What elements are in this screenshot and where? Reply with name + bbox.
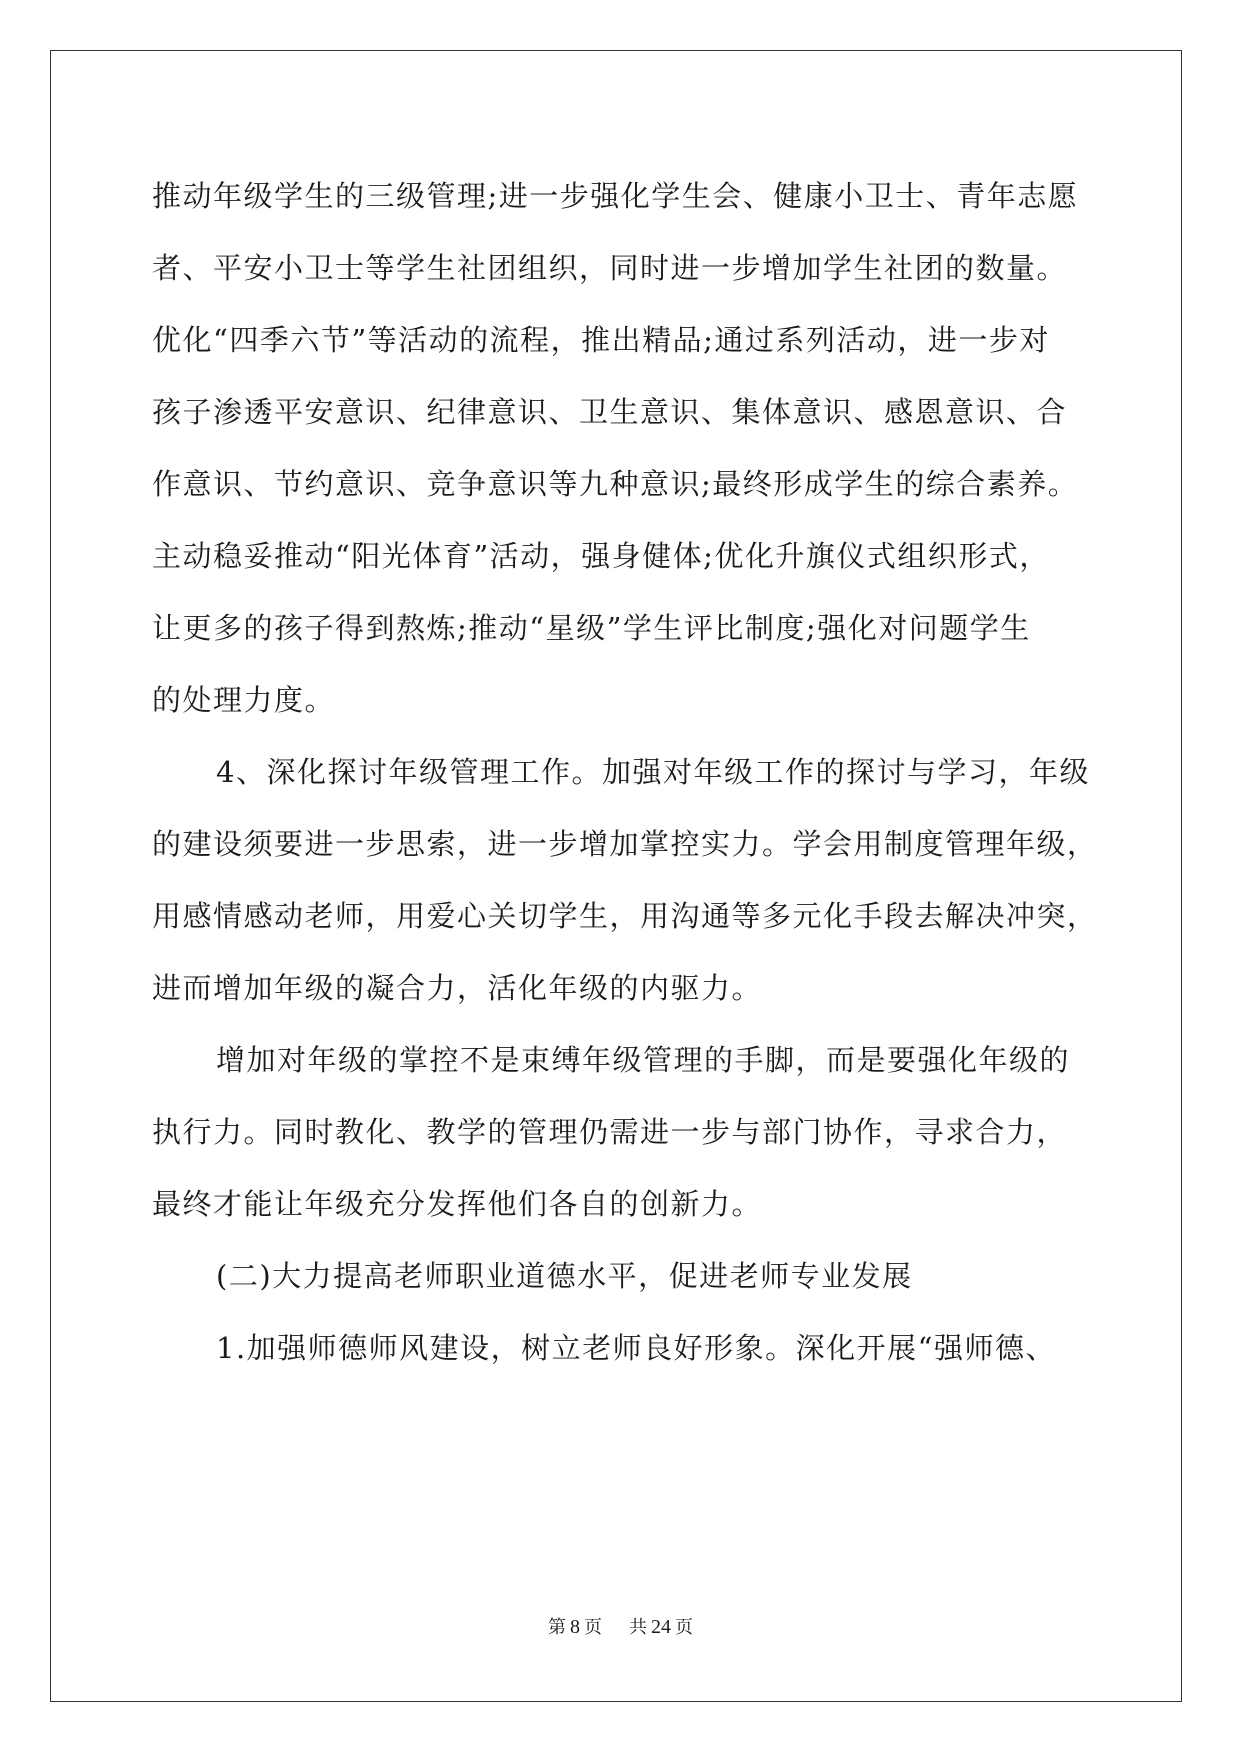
text-line: 让更多的孩子得到熬炼;推动“星级”学生评比制度;强化对问题学生	[152, 611, 1031, 645]
text-line: 者、平安小卫士等学生社团组织，同时进一步增加学生社团的数量。	[152, 251, 1068, 285]
page-suffix: 页	[584, 1617, 603, 1638]
page-footer	[0, 1613, 1241, 1639]
text-line: 的处理力度。	[152, 683, 336, 717]
text-line: 最终才能让年级充分发挥他们各自的创新力。	[152, 1187, 763, 1221]
page-prefix: 第	[548, 1617, 567, 1638]
text-line: 推动年级学生的三级管理;进一步强化学生会、健康小卫士、青年志愿	[152, 179, 1079, 213]
text-line: 进而增加年级的凝合力，活化年级的内驱力。	[152, 971, 763, 1005]
text-line: 孩子渗透平安意识、纪律意识、卫生意识、集体意识、感恩意识、合	[152, 395, 1068, 429]
text-line: 主动稳妥推动“阳光体育”活动，强身健体;优化升旗仪式组织形式，	[152, 539, 1050, 573]
section-heading: (二)大力提高老师职业道德水平，促进老师专业发展	[216, 1259, 913, 1293]
text-line: 的建设须要进一步思索，进一步增加掌控实力。学会用制度管理年级，	[152, 827, 1098, 861]
text-line: 优化“四季六节”等活动的流程，推出精品;通过系列活动，进一步对	[152, 323, 1050, 357]
total-prefix: 共	[628, 1617, 647, 1638]
total-suffix: 页	[674, 1617, 693, 1638]
text-line: 作意识、节约意识、竞争意识等九种意识;最终形成学生的综合素养。	[152, 467, 1079, 501]
document-body	[152, 160, 1098, 1384]
text-line: 4、深化探讨年级管理工作。加强对年级工作的探讨与学习，年级	[216, 755, 1090, 789]
text-line: 用感情感动老师，用爱心关切学生，用沟通等多元化手段去解决冲突，	[152, 899, 1098, 933]
text-line: 1.加强师德师风建设，树立老师良好形象。深化开展“强师德、	[216, 1331, 1056, 1365]
page-number: 8	[570, 1616, 581, 1638]
text-line: 执行力。同时教化、教学的管理仍需进一步与部门协作，寻求合力，	[152, 1115, 1068, 1149]
total-pages: 24	[650, 1616, 671, 1638]
text-line: 增加对年级的掌控不是束缚年级管理的手脚，而是要强化年级的	[216, 1043, 1071, 1077]
